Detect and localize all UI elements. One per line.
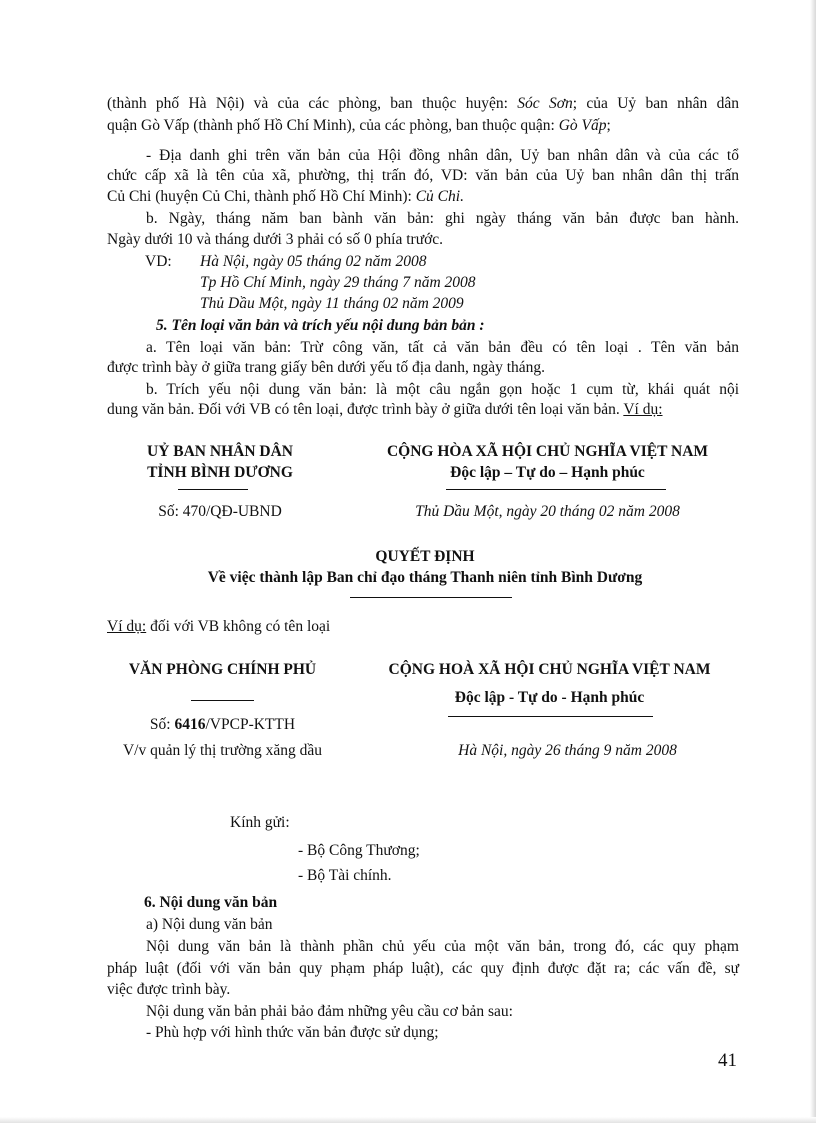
ex1-motto: Độc lập – Tự do – Hạnh phúc [450, 464, 645, 481]
recipient-2: - Bộ Tài chính. [298, 867, 392, 884]
ex1-subject: Về việc thành lập Ban chỉ đạo tháng Thanh niên tỉnh Bình Dương [207, 569, 643, 586]
vd-example-2: Tp Hồ Chí Minh, ngày 29 tháng 7 năm 2008 [200, 274, 476, 291]
sec5-para1-line2: được trình bày ở giữa trang giấy bên dưới yếu tố địa danh, ngày tháng. [107, 359, 546, 376]
ex2-org: VĂN PHÒNG CHÍNH PHỦ [128, 661, 317, 678]
ex1-date: Thủ Dầu Một, ngày 20 tháng 02 năm 2008 [415, 503, 680, 520]
intro-line-2: quận Gò Vấp (thành phố Hồ Chí Minh), của các phòng, ban thuộc quận: Gò Vấp; [107, 117, 611, 134]
section-6-heading: 6. Nội dung văn bản [144, 894, 278, 911]
sec6-para2: Nội dung văn bản phải bảo đảm những yêu cầu cơ bản sau: [146, 1003, 513, 1020]
ex1-doc-type: QUYẾT ĐỊNH [375, 548, 475, 565]
section-5-heading: 5. Tên loại văn bản và trích yếu nội dung bản bản : [156, 317, 485, 334]
ex1-org-line1: UỶ BAN NHÂN DÂN [147, 443, 293, 460]
ex1-subject-underline [350, 597, 512, 598]
kinh-gui: Kính gửi: [230, 814, 290, 831]
intro-line-4: chức cấp xã là tên của xã, phường, thị trấn đó, VD: văn bản của Uỷ ban nhân dân thị trấn [107, 167, 739, 184]
intro-line-5: Củ Chi (huyện Củ Chi, thành phố Hồ Chí Minh): Củ Chi. [107, 188, 464, 205]
sec5-para1-line1: a. Tên loại văn bản: Trừ công văn, tất cả văn bản đều có tên loại . Tên văn bản [146, 339, 739, 356]
page-edge-shadow [810, 0, 816, 1123]
ex2-org-underline [191, 700, 254, 701]
sec5-para2-line2: dung văn bản. Đối với VB có tên loại, được trình bày ở giữa dưới tên loại văn bản. Ví dụ: [107, 401, 663, 418]
ex1-org-line2: TỈNH BÌNH DƯƠNG [147, 464, 293, 481]
ex2-nation: CỘNG HOÀ XÃ HỘI CHỦ NGHĨA VIỆT NAM [388, 661, 711, 678]
intro-line-6: b. Ngày, tháng năm ban bành văn bản: ghi ngày tháng văn bản được ban hành. [146, 210, 739, 227]
ex2-date: Hà Nội, ngày 26 tháng 9 năm 2008 [458, 742, 677, 759]
ex2-motto: Độc lập - Tự do - Hạnh phúc [454, 689, 645, 706]
intro-line-1: (thành phố Hà Nội) và của các phòng, ban thuộc huyện: Sóc Sơn; của Uỷ ban nhân dân [107, 95, 739, 112]
ex2-motto-underline [448, 716, 653, 717]
sec5-para2-line1: b. Trích yếu nội dung văn bản: là một câu ngắn gọn hoặc 1 cụm từ, khái quát nội [146, 381, 739, 398]
intro-line-7: Ngày dưới 10 và tháng dưới 3 phải có số 0 phía trước. [107, 231, 444, 248]
sec6-para1-line3: việc được trình bày. [107, 981, 231, 998]
vd-label: VD: [145, 253, 172, 270]
sec6-para3: - Phù hợp với hình thức văn bản được sử dụng; [146, 1024, 439, 1041]
sec6-para1-line1: Nội dung văn bản là thành phần chủ yếu của một văn bản, trong đó, các quy phạm [146, 938, 739, 955]
sec6-subheading: a) Nội dung văn bản [146, 916, 273, 933]
intro-line-3: - Địa danh ghi trên văn bản của Hội đồng nhân dân, Uỷ ban nhân dân và của các tổ [146, 147, 739, 164]
ex2-intro: Ví dụ: đối với VB không có tên loại [107, 618, 331, 635]
ex1-nation: CỘNG HÒA XÃ HỘI CHỦ NGHĨA VIỆT NAM [386, 443, 709, 460]
ex1-number: Số: 470/QĐ-UBND [158, 503, 282, 520]
ex1-motto-underline [446, 489, 666, 490]
sec6-para1-line2: pháp luật (đối với văn bản quy phạm pháp luật), các quy định được đặt ra; các vấn đề, sự [107, 960, 739, 977]
page-bottom-shadow [0, 1117, 816, 1123]
ex1-org-underline [178, 489, 248, 490]
vi-du-label: Ví dụ: [623, 401, 663, 418]
vd-example-3: Thủ Dầu Một, ngày 11 tháng 02 năm 2009 [200, 295, 464, 312]
recipient-1: - Bộ Công Thương; [298, 842, 420, 859]
page-number: 41 [718, 1050, 737, 1071]
ex2-subject: V/v quản lý thị trường xăng dầu [122, 742, 323, 759]
vd-example-1: Hà Nội, ngày 05 tháng 02 năm 2008 [200, 253, 427, 270]
ex2-number: Số: 6416/VPCP-KTTH [149, 716, 296, 733]
